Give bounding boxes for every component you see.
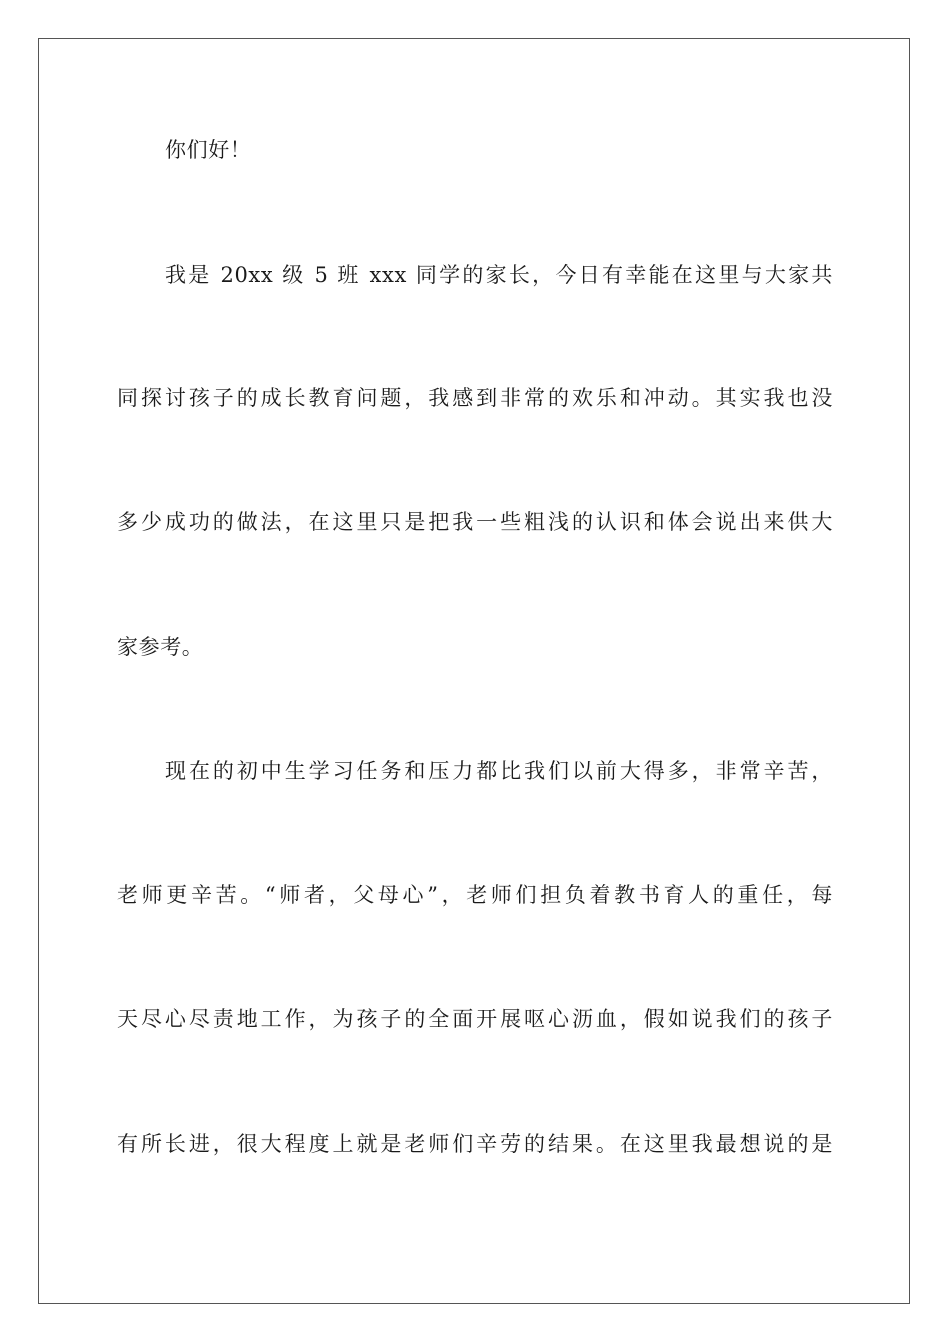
paragraph-1-line-2: 同探讨孩子的成长教育问题，我感到非常的欢乐和冲动。其实我也没 (117, 386, 833, 410)
greeting-line: 你们好！ (165, 138, 252, 162)
paragraph-1-line-1: 我是 20xx 级 5 班 xxx 同学的家长，今日有幸能在这里与大家共 (165, 263, 833, 287)
paragraph-2-line-3: 天尽心尽责地工作，为孩子的全面开展呕心沥血，假如说我们的孩子 (117, 1007, 833, 1031)
paragraph-1-line-4: 家参考。 (117, 635, 204, 659)
page-border (38, 38, 910, 1304)
paragraph-2-line-4: 有所长进，很大程度上就是老师们辛劳的结果。在这里我最想说的是 (117, 1132, 833, 1156)
paragraph-2-line-2: 老师更辛苦。“师者，父母心”，老师们担负着教书育人的重任，每 (117, 883, 833, 907)
paragraph-1-line-3: 多少成功的做法，在这里只是把我一些粗浅的认识和体会说出来供大 (117, 510, 833, 534)
paragraph-2-line-1: 现在的初中生学习任务和压力都比我们以前大得多，非常辛苦， (165, 759, 833, 783)
